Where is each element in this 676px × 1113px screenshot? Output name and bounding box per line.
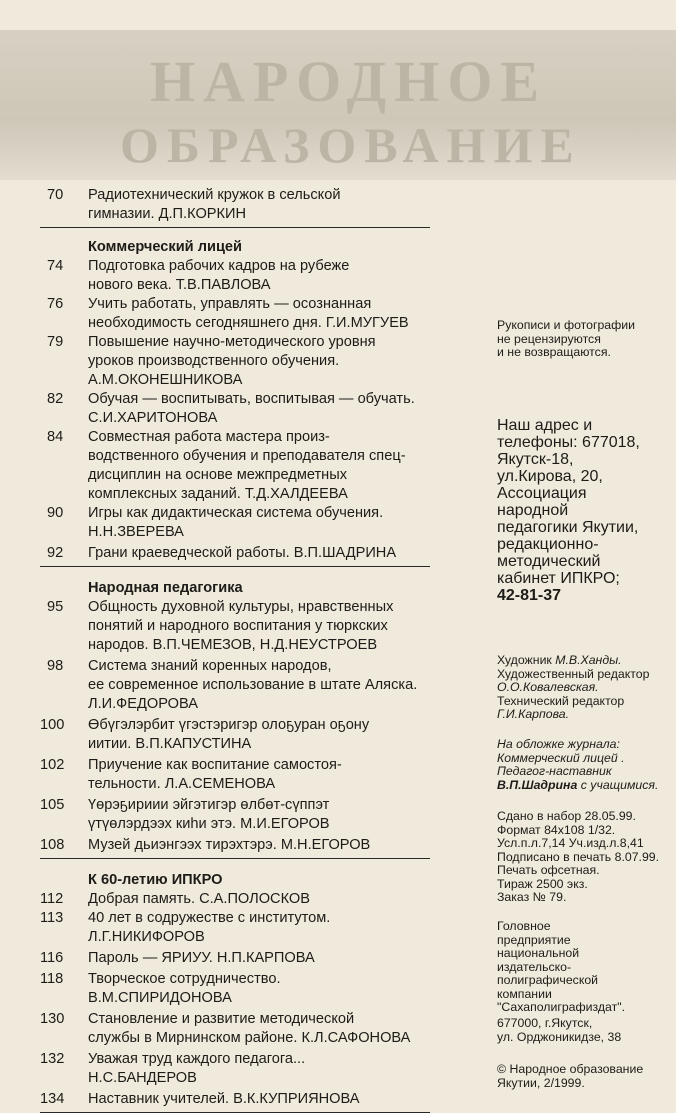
table-of-contents xyxy=(40,186,430,1113)
page-number: 130 xyxy=(40,1011,65,1027)
entry-line: водственного обучения и преподавателя спец- xyxy=(88,448,406,464)
cover-teacher-name: В.П.Шадрина xyxy=(497,777,578,792)
page-number: 98 xyxy=(47,658,64,674)
page-number: 112 xyxy=(40,891,64,907)
entry-line: уроков производственного обучения. xyxy=(88,353,340,369)
entry-line: Радиотехнический кружок в сельской xyxy=(88,187,341,203)
cover-line xyxy=(497,779,658,793)
page-number: 105 xyxy=(40,797,65,813)
address-line: Ассоциация xyxy=(497,485,587,502)
entry-line: службы в Мирнинском районе. К.Л.САФОНОВА xyxy=(88,1030,411,1046)
entry-line: Үөрэҕириии эйгэтигэр өлбөт-сүппэт xyxy=(88,797,330,813)
cover-credit xyxy=(497,738,658,792)
entry-line: 40 лет в содружестве с институтом. xyxy=(88,910,331,926)
page-number: 90 xyxy=(47,505,64,521)
toc-entry xyxy=(40,909,430,947)
publisher-block xyxy=(497,920,625,1015)
entry-line: В.М.СПИРИДОНОВА xyxy=(88,990,232,1006)
publisher-line: компании xyxy=(497,986,552,1001)
publisher-line: "Сахаполиграфиздат". xyxy=(497,1000,626,1014)
entry-line: Музей дьиэнгээх тирэхтэрэ. М.Н.ЕГОРОВ xyxy=(88,837,371,853)
entry-line: Учить работать, управлять — осознанная xyxy=(88,296,372,312)
entry-line: үтүөлэрдээх киһи этэ. М.И.ЕГОРОВ xyxy=(88,816,330,832)
copyright-line: Якутии, 2/1999. xyxy=(497,1075,585,1090)
art-editor-label: Художественный редактор xyxy=(497,666,650,681)
tech-editor-label: Технический редактор xyxy=(497,693,625,708)
page-number: 102 xyxy=(40,757,65,773)
publisher-line: предприятие xyxy=(497,932,571,947)
note-line: и не возвращаются. xyxy=(497,345,611,359)
entry-line: дисциплин на основе межпредметных xyxy=(88,467,348,483)
toc-entry xyxy=(40,257,430,295)
toc-entry xyxy=(40,186,430,228)
toc-entry xyxy=(40,1010,430,1048)
address-line: Якутск-18, xyxy=(497,451,574,468)
publisher-address xyxy=(497,1017,621,1044)
print-line: Печать офсетная. xyxy=(497,863,600,877)
toc-entry xyxy=(40,657,430,714)
phone-number: 42-81-37 xyxy=(497,587,562,604)
entry-line: Обучая — воспитывать, воспитывая — обучать. xyxy=(88,391,415,407)
entry-line: понятий и народного воспитания у тюркских xyxy=(88,618,388,634)
background-masthead xyxy=(0,30,676,180)
cover-line: Педагог-наставник xyxy=(497,764,612,778)
address-line: Наш адрес и xyxy=(497,417,593,434)
address-block xyxy=(497,417,640,604)
entry-line: Өбүгэлэрбит үгэстэригэр олоҕуран оҕону xyxy=(88,717,370,733)
entry-line: Система знаний коренных народов, xyxy=(88,658,332,674)
page-number: 70 xyxy=(47,187,64,203)
cover-line: Коммерческий лицей . xyxy=(497,750,625,765)
print-line: Тираж 2500 экз. xyxy=(497,876,588,891)
address-line: редакционно- xyxy=(497,536,599,553)
toc-entry xyxy=(40,295,430,333)
page-number: 132 xyxy=(40,1051,65,1067)
entry-line: народов. В.П.ЧЕМЕЗОВ, Н.Д.НЕУСТРОЕВ xyxy=(88,637,378,653)
page-number: 95 xyxy=(47,599,64,615)
toc-entry xyxy=(40,796,430,834)
artist-name: М.В.Ханды. xyxy=(555,653,622,667)
copyright xyxy=(497,1063,643,1090)
entry-line: ее современное использование в штате Аляска. xyxy=(88,677,418,693)
toc-entry xyxy=(40,756,430,794)
address-line: педагогики Якутии, xyxy=(497,519,639,536)
page-number: 82 xyxy=(47,391,64,407)
page-number: 100 xyxy=(40,717,65,733)
entry-line: Общность духовной культуры, нравственных xyxy=(88,599,394,615)
entry-line: Пароль — ЯРИУУ. Н.П.КАРПОВА xyxy=(88,950,315,966)
publisher-line: издательско- xyxy=(497,959,572,974)
page-number: 118 xyxy=(40,971,64,987)
print-line: Заказ № 79. xyxy=(497,890,567,904)
address-line: кабинет ИПКРО; xyxy=(497,570,620,587)
print-line: Подписано в печать 8.07.99. xyxy=(497,849,660,864)
page-number: 92 xyxy=(47,545,64,561)
toc-entry xyxy=(40,544,430,567)
entry-line: Подготовка рабочих кадров на рубеже xyxy=(88,258,350,274)
entry-line: Уважая труд каждого педагога... xyxy=(88,1051,306,1067)
entry-line: комплексных заданий. Т.Д.ХАЛДЕЕВА xyxy=(88,486,348,502)
entry-line: Игры как дидактическая система обучения. xyxy=(88,505,384,521)
page-number: 108 xyxy=(40,837,65,853)
publisher-address-line: ул. Орджоникидзе, 38 xyxy=(497,1029,622,1044)
cover-line: На обложке журнала: xyxy=(497,737,620,751)
entry-line: Н.С.БАНДЕРОВ xyxy=(88,1070,197,1086)
toc-entry xyxy=(40,836,430,859)
toc-entry xyxy=(40,970,430,1008)
address-line: телефоны: 677018, xyxy=(497,434,640,451)
tech-editor-name: Г.И.Карпова. xyxy=(497,707,570,721)
entry-line: А.М.ОКОНЕШНИКОВА xyxy=(88,372,243,388)
entry-line: Л.И.ФЕДОРОВА xyxy=(88,696,198,712)
section-heading: К 60-летию ИПКРО xyxy=(88,872,223,888)
entry-line: Л.Г.НИКИФОРОВ xyxy=(88,929,205,945)
manuscripts-note xyxy=(497,319,635,360)
print-line: Формат 84х108 1/32. xyxy=(497,822,616,837)
cover-suffix: с учащимися. xyxy=(577,777,659,792)
page-number: 113 xyxy=(40,910,64,926)
toc-entry xyxy=(40,428,430,504)
entry-line: Наставник учителей. В.К.КУПРИЯНОВА xyxy=(88,1091,360,1107)
print-details xyxy=(497,810,659,905)
entry-line: Становление и развитие методической xyxy=(88,1011,355,1027)
toc-entry xyxy=(40,716,430,754)
section-heading: Народная педагогика xyxy=(88,580,243,596)
address-line: методический xyxy=(497,553,601,570)
page-number: 74 xyxy=(47,258,64,274)
entry-line: Повышение научно-методического уровня xyxy=(88,334,376,350)
page-number: 79 xyxy=(47,334,64,350)
note-line: Рукописи и фотографии xyxy=(497,318,635,332)
entry-line: Совместная работа мастера произ- xyxy=(88,429,330,445)
copyright-line: © Народное образование xyxy=(497,1062,644,1076)
entry-line: необходимость сегодняшнего дня. Г.И.МУГУЕВ xyxy=(88,315,409,331)
entry-line: Грани краеведческой работы. В.П.ШАДРИНА xyxy=(88,545,397,561)
toc-entry xyxy=(40,890,430,909)
entry-line: иитии. В.П.КАПУСТИНА xyxy=(88,736,252,752)
page-number: 84 xyxy=(47,429,64,445)
print-line: Сдано в набор 28.05.99. xyxy=(497,809,636,823)
page-number: 116 xyxy=(40,950,64,966)
print-line: Усл.п.л.7,14 Уч.изд.л.8,41 xyxy=(497,836,644,850)
address-line: народной xyxy=(497,502,569,519)
artist-label: Художник xyxy=(497,653,556,667)
entry-line: Приучение как воспитание самостоя- xyxy=(88,757,342,773)
background-title-line2: ОБРАЗОВАНИЕ xyxy=(120,117,582,173)
page-number: 76 xyxy=(47,296,64,312)
toc-entry xyxy=(40,333,430,390)
toc-entry xyxy=(40,1090,430,1113)
entry-line: Творческое сотрудничество. xyxy=(88,971,281,987)
background-title-line1: НАРОДНОЕ xyxy=(150,49,548,114)
staff-credits xyxy=(497,654,649,722)
page-number: 134 xyxy=(40,1091,65,1107)
entry-line: тельности. Л.А.СЕМЕНОВА xyxy=(88,776,276,792)
entry-line: Добрая память. С.А.ПОЛОСКОВ xyxy=(88,891,311,907)
entry-line: гимназии. Д.П.КОРКИН xyxy=(88,206,247,222)
art-editor-name: О.О.Ковалевская. xyxy=(497,680,599,694)
artist-line xyxy=(497,654,649,668)
toc-entry xyxy=(40,949,430,968)
address-line: ул.Кирова, 20, xyxy=(497,468,603,485)
toc-entry xyxy=(40,598,430,655)
section-heading: Коммерческий лицей xyxy=(88,239,243,255)
publisher-line: национальной xyxy=(497,946,580,960)
publisher-line: полиграфической xyxy=(497,973,599,987)
entry-line: С.И.ХАРИТОНОВА xyxy=(88,410,218,426)
toc-entry xyxy=(40,504,430,542)
publisher-address-line: 677000, г.Якутск, xyxy=(497,1016,593,1030)
note-line: не рецензируются xyxy=(497,331,601,346)
entry-line: Н.Н.ЗВЕРЕВА xyxy=(88,524,184,540)
toc-entry xyxy=(40,1050,430,1088)
publisher-line: Головное xyxy=(497,919,551,933)
toc-entry xyxy=(40,390,430,428)
entry-line: нового века. Т.В.ПАВЛОВА xyxy=(88,277,271,293)
